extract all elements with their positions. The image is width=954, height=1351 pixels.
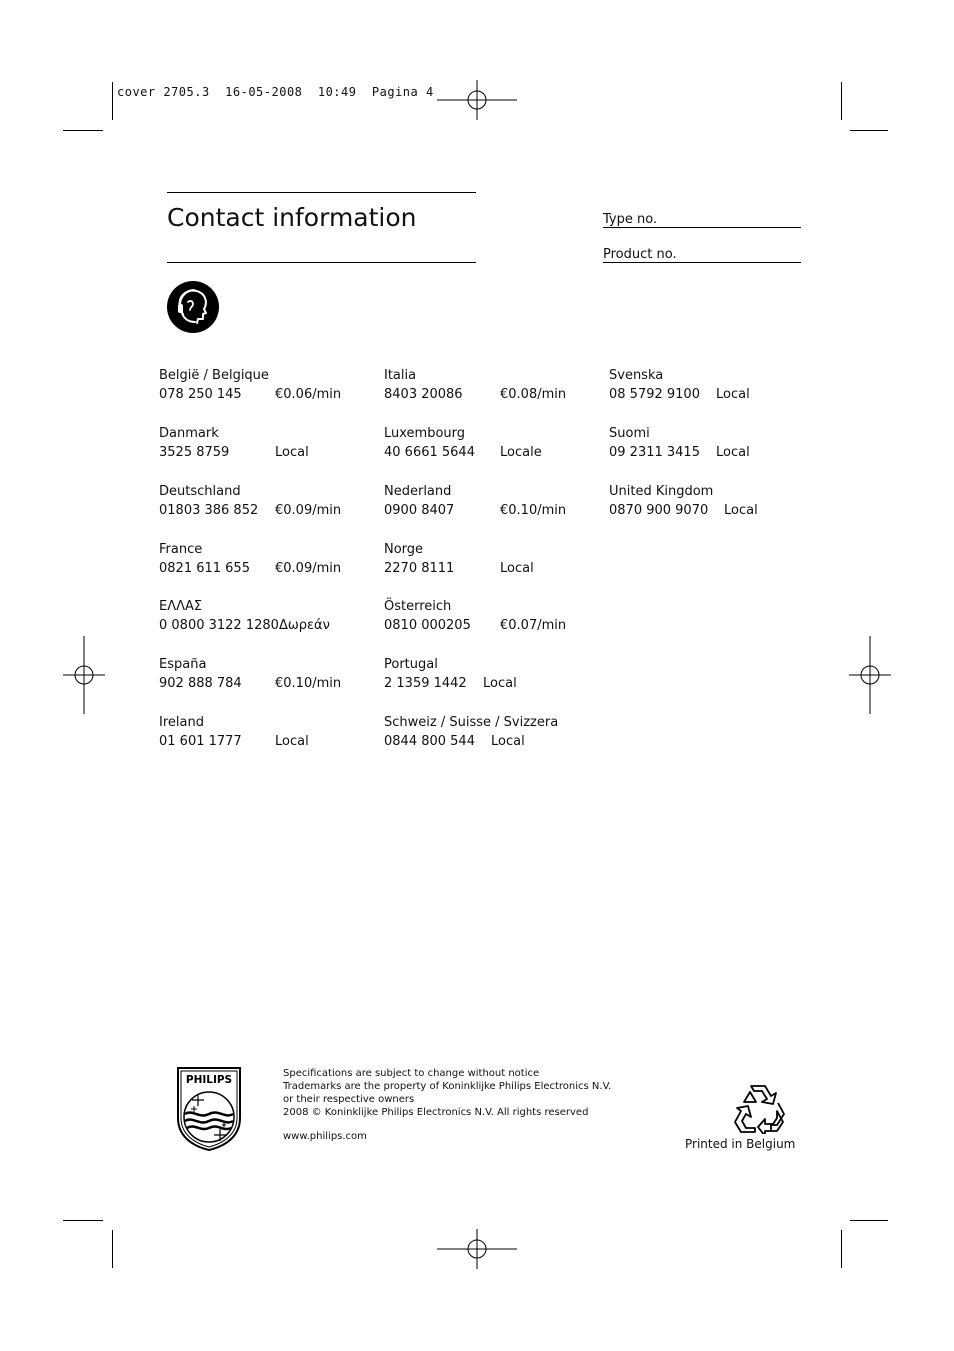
contact-entry — [609, 366, 809, 404]
call-rate: €0.09/min — [275, 503, 342, 518]
country-name: Schweiz / Suisse / Svizzera — [384, 715, 559, 730]
country-name: Suomi — [609, 426, 650, 441]
registration-mark-top — [437, 80, 517, 120]
phone-number: 3525 8759 — [159, 445, 230, 460]
country-name: United Kingdom — [609, 484, 714, 499]
contact-entry — [159, 597, 369, 635]
call-rate: €0.08/min — [500, 387, 567, 402]
country-name: ΕΛΛΑΣ — [159, 599, 203, 614]
country-name: Norge — [384, 542, 424, 557]
call-rate: €0.10/min — [500, 503, 567, 518]
phone-number: 2270 8111 — [384, 561, 455, 576]
phone-number: 0844 800 544 — [384, 734, 475, 749]
country-name: Luxembourg — [384, 426, 466, 441]
country-name: Österreich — [384, 599, 452, 614]
call-rate: Locale — [500, 445, 542, 460]
contact-entry — [609, 482, 809, 520]
title-rule-bottom — [167, 262, 476, 263]
contact-entry — [159, 713, 359, 751]
contact-entry — [384, 482, 584, 520]
country-name: Italia — [384, 368, 417, 383]
contact-entry — [384, 424, 584, 462]
customer-care-headset-icon — [166, 280, 220, 334]
product-no-field[interactable] — [603, 262, 801, 263]
contact-entry — [159, 655, 359, 693]
phone-number: 2 1359 1442 — [384, 676, 467, 691]
legal-line: 2008 © Koninklijke Philips Electronics N.V. All rights reserved — [283, 1107, 589, 1118]
phone-number: 0 0800 3122 1280 — [159, 618, 279, 633]
call-rate: Local — [491, 734, 525, 749]
country-name: Deutschland — [159, 484, 241, 499]
page-title: Contact information — [167, 203, 417, 232]
legal-line: Specifications are subject to change without notice — [283, 1068, 540, 1079]
product-no-label: Product no. — [603, 247, 677, 262]
phone-number: 0821 611 655 — [159, 561, 250, 576]
legal-line: or their respective owners — [283, 1094, 415, 1105]
phone-number: 8403 20086 — [384, 387, 463, 402]
phone-number: 0900 8407 — [384, 503, 455, 518]
phone-number: 078 250 145 — [159, 387, 242, 402]
call-rate: Local — [716, 387, 750, 402]
print-slug: cover 2705.3 16-05-2008 10:49 Pagina 4 — [117, 85, 434, 99]
contact-entry — [384, 597, 584, 635]
registration-mark-right — [849, 636, 891, 714]
country-name: Ireland — [159, 715, 204, 730]
call-rate: Local — [275, 445, 309, 460]
phone-number: 09 2311 3415 — [609, 445, 700, 460]
call-rate: €0.10/min — [275, 676, 342, 691]
website-link[interactable]: www.philips.com — [283, 1131, 367, 1142]
contact-entry — [159, 366, 359, 404]
legal-notice — [283, 1067, 611, 1119]
contact-entry — [384, 713, 584, 751]
call-rate: €0.06/min — [275, 387, 342, 402]
type-no-field[interactable] — [603, 227, 801, 228]
philips-wordmark: PHILIPS — [185, 1074, 233, 1086]
country-name: France — [159, 542, 203, 557]
type-no-label: Type no. — [603, 212, 658, 227]
country-name: Svenska — [609, 368, 664, 383]
phone-number: 40 6661 5644 — [384, 445, 475, 460]
call-rate: Local — [483, 676, 517, 691]
country-name: België / Belgique — [159, 368, 269, 383]
contact-entry — [384, 366, 584, 404]
registration-mark-left — [63, 636, 105, 714]
country-name: España — [159, 657, 207, 672]
contact-entry — [609, 424, 809, 462]
contact-entry — [159, 424, 359, 462]
call-rate: Δωρεάν — [279, 618, 330, 633]
contact-entry — [159, 482, 359, 520]
registration-mark-bottom — [437, 1229, 517, 1269]
country-name: Portugal — [384, 657, 438, 672]
legal-line: Trademarks are the property of Koninklijke Philips Electronics N.V. — [283, 1081, 612, 1092]
phone-number: 0810 000205 — [384, 618, 471, 633]
recycle-icon — [731, 1082, 785, 1134]
title-rule-top — [167, 192, 476, 193]
contact-entry — [384, 655, 584, 693]
philips-shield-logo — [176, 1066, 242, 1152]
contact-entry — [384, 540, 584, 578]
call-rate: €0.09/min — [275, 561, 342, 576]
country-name: Danmark — [159, 426, 219, 441]
country-name: Nederland — [384, 484, 452, 499]
printed-in-label: Printed in Belgium — [685, 1137, 796, 1151]
call-rate: Local — [716, 445, 750, 460]
call-rate: Local — [724, 503, 758, 518]
call-rate: Local — [275, 734, 309, 749]
phone-number: 902 888 784 — [159, 676, 242, 691]
call-rate: Local — [500, 561, 534, 576]
phone-number: 01 601 1777 — [159, 734, 242, 749]
phone-number: 08 5792 9100 — [609, 387, 700, 402]
phone-number: 01803 386 852 — [159, 503, 259, 518]
call-rate: €0.07/min — [500, 618, 567, 633]
contact-entry — [159, 540, 359, 578]
phone-number: 0870 900 9070 — [609, 503, 709, 518]
